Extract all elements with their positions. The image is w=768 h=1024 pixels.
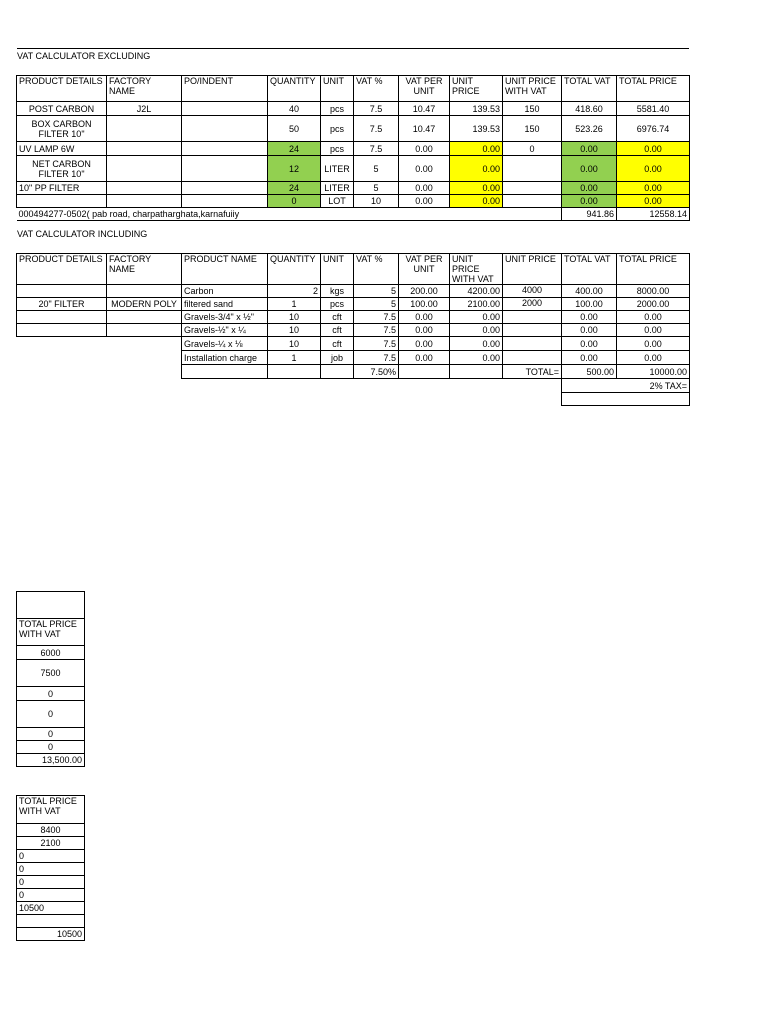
po-cell <box>182 142 268 156</box>
product-cell <box>17 285 107 298</box>
total-price-cell: 2000.00 <box>617 298 690 311</box>
table-row <box>17 324 690 337</box>
header-cell: TOTAL VAT <box>562 76 617 102</box>
table1-header-row <box>17 76 690 102</box>
vat-excluding-table <box>16 75 690 221</box>
total-vat-cell: 0.00 <box>562 337 617 351</box>
table2-header-row <box>17 254 690 285</box>
vat-cell: 7.5 <box>354 324 399 337</box>
table-row <box>17 889 85 902</box>
table1-title: VAT CALCULATOR EXCLUDING <box>17 51 151 61</box>
vat-per-unit-cell: 0.00 <box>399 195 450 208</box>
value-cell: 2100 <box>17 837 85 850</box>
value-cell: 0 <box>17 687 85 701</box>
value-cell: 8400 <box>17 824 85 837</box>
header-cell: UNIT PRICE <box>450 76 503 102</box>
empty-cell <box>450 365 503 379</box>
unit-price-cell: 139.53 <box>450 102 503 116</box>
qty-cell: 0 <box>268 195 321 208</box>
total-label: TOTAL= <box>503 365 562 379</box>
table-row <box>17 646 85 660</box>
table-row <box>17 687 85 701</box>
vat-cell: 7.5 <box>354 337 399 351</box>
vat-per-unit-cell: 10.47 <box>399 116 450 142</box>
factory-cell <box>107 285 182 298</box>
qty-cell: 1 <box>268 298 321 311</box>
factory-cell <box>107 116 182 142</box>
final-total-cell: 10500 <box>17 928 85 941</box>
total-vat-cell: 523.26 <box>562 116 617 142</box>
value-cell: 0 <box>17 876 85 889</box>
header-cell: PO/INDENT <box>182 76 268 102</box>
vat-cell: 5 <box>354 182 399 195</box>
table2-title: VAT CALCULATOR INCLUDING <box>17 229 148 239</box>
unit-price-cell: 4000 <box>503 285 562 298</box>
unit-cell: LOT <box>321 195 354 208</box>
unit-cell: cft <box>321 324 354 337</box>
vat-per-unit-cell: 0.00 <box>399 351 450 365</box>
vat-cell: 10 <box>354 195 399 208</box>
unit-cell: pcs <box>321 116 354 142</box>
total-price-cell: 0.00 <box>617 311 690 324</box>
factory-cell <box>107 195 182 208</box>
factory-cell <box>107 324 182 337</box>
table1-top-rule <box>17 48 689 49</box>
value-cell: 7500 <box>17 660 85 687</box>
total-vat-cell: 0.00 <box>562 311 617 324</box>
header-cell: TOTAL PRICE WITH VAT <box>17 796 85 824</box>
unit-price-vat-cell: 0.00 <box>450 337 503 351</box>
unit-cell: cft <box>321 337 354 351</box>
unit-cell: job <box>321 351 354 365</box>
header-cell: FACTORY NAME <box>107 76 182 102</box>
tax-row <box>17 379 690 393</box>
value-cell: 0 <box>17 850 85 863</box>
empty-cell <box>182 365 268 379</box>
product-cell: POST CARBON <box>17 102 107 116</box>
unit-price-cell: 0.00 <box>450 195 503 208</box>
table-row <box>17 182 690 195</box>
table-row <box>17 660 85 687</box>
total-price-cell: 8000.00 <box>617 285 690 298</box>
vat-per-unit-cell: 0.00 <box>399 337 450 351</box>
unit-price-vat-cell: 0.00 <box>450 311 503 324</box>
total-price-cell: 0.00 <box>617 182 690 195</box>
total-vat-cell: 100.00 <box>562 298 617 311</box>
vat-per-unit-cell: 200.00 <box>399 285 450 298</box>
unit-price-cell: 0.00 <box>450 142 503 156</box>
table-row <box>17 754 85 767</box>
total-vat-cell: 0.00 <box>562 156 617 182</box>
empty-cell <box>107 351 182 365</box>
factory-cell: J2L <box>107 102 182 116</box>
value-cell: 0 <box>17 863 85 876</box>
table-row <box>17 824 85 837</box>
product-cell <box>17 337 107 351</box>
product-name-cell: Carbon <box>182 285 268 298</box>
value-cell: 6000 <box>17 646 85 660</box>
unit-price-cell <box>503 311 562 324</box>
header-cell: VAT PER UNIT <box>399 76 450 102</box>
table-row <box>17 701 85 728</box>
product-cell: NET CARBON FILTER 10" <box>17 156 107 182</box>
table-row <box>17 902 85 915</box>
tax-value-row <box>17 393 690 406</box>
total-vat-cell: 0.00 <box>562 195 617 208</box>
unit-cell: cft <box>321 311 354 324</box>
unit-price-cell <box>503 337 562 351</box>
qty-cell: 50 <box>268 116 321 142</box>
table-row <box>17 298 690 311</box>
unit-price-vat-cell: 0 <box>503 142 562 156</box>
factory-cell <box>107 156 182 182</box>
total-vat-cell: 0.00 <box>562 142 617 156</box>
empty-cell <box>268 365 321 379</box>
product-name-cell: Gravels-½" x ¼ <box>182 324 268 337</box>
total-price-cell: 0.00 <box>617 337 690 351</box>
product-cell: 20" FILTER <box>17 298 107 311</box>
unit-price-vat-cell: 150 <box>503 102 562 116</box>
total-price-cell: 0.00 <box>617 195 690 208</box>
factory-cell <box>107 337 182 351</box>
total-with-vat-table-1 <box>16 591 85 767</box>
factory-cell <box>107 142 182 156</box>
table-row <box>17 837 85 850</box>
vat-per-unit-cell: 0.00 <box>399 182 450 195</box>
factory-cell <box>107 182 182 195</box>
unit-cell: LITER <box>321 182 354 195</box>
table-row <box>17 285 690 298</box>
vat-cell: 5 <box>354 285 399 298</box>
vat-cell: 7.5 <box>354 102 399 116</box>
vat-per-unit-cell: 0.00 <box>399 324 450 337</box>
value-cell: 0 <box>17 728 85 741</box>
vat-cell: 5 <box>354 156 399 182</box>
table-row <box>17 619 85 646</box>
value-cell: 0 <box>17 889 85 902</box>
empty-cell <box>17 393 562 406</box>
unit-price-cell: 2000 <box>503 298 562 311</box>
unit-cell: kgs <box>321 285 354 298</box>
header-cell: UNIT PRICE WITH VAT <box>503 76 562 102</box>
header-cell: TOTAL PRICE WITH VAT <box>17 619 85 646</box>
header-cell: UNIT PRICE WITH VAT <box>450 254 503 285</box>
value-cell: 0 <box>17 701 85 728</box>
table-row <box>17 116 690 142</box>
vat-cell: 7.5 <box>354 116 399 142</box>
header-cell: QUANTITY <box>268 254 321 285</box>
unit-price-vat-cell: 150 <box>503 116 562 142</box>
empty-cell <box>17 592 85 619</box>
unit-cell: pcs <box>321 298 354 311</box>
product-cell <box>17 195 107 208</box>
vat-per-unit-cell: 0.00 <box>399 311 450 324</box>
header-cell: PRODUCT DETAILS <box>17 76 107 102</box>
po-cell <box>182 116 268 142</box>
unit-price-vat-cell <box>503 182 562 195</box>
vat-cell: 7.5 <box>354 351 399 365</box>
vat-per-unit-cell: 100.00 <box>399 298 450 311</box>
total-vat-cell: 0.00 <box>562 182 617 195</box>
header-cell: VAT % <box>354 254 399 285</box>
table-row <box>17 876 85 889</box>
product-cell: 10" PP FILTER <box>17 182 107 195</box>
table2-total-row <box>17 365 690 379</box>
unit-price-cell: 0.00 <box>450 156 503 182</box>
unit-price-cell: 139.53 <box>450 116 503 142</box>
product-name-cell: Gravels-3/4" x ½" <box>182 311 268 324</box>
qty-cell: 10 <box>268 311 321 324</box>
po-cell <box>182 102 268 116</box>
table-row <box>17 741 85 754</box>
unit-price-vat-cell: 0.00 <box>450 324 503 337</box>
header-cell: UNIT <box>321 76 354 102</box>
table-row <box>17 728 85 741</box>
product-cell: BOX CARBON FILTER 10" <box>17 116 107 142</box>
table-row <box>17 796 85 824</box>
total-price-cell: 6976.74 <box>617 116 690 142</box>
empty-cell <box>17 351 107 365</box>
unit-price-cell <box>503 351 562 365</box>
total-vat-cell: 0.00 <box>562 351 617 365</box>
qty-cell: 10 <box>268 324 321 337</box>
vat-cell: 7.5 <box>354 142 399 156</box>
total-price-cell: 5581.40 <box>617 102 690 116</box>
table-row <box>17 142 690 156</box>
product-name-cell: filtered sand <box>182 298 268 311</box>
value-cell: 0 <box>17 741 85 754</box>
table-row <box>17 351 690 365</box>
empty-cell <box>17 379 562 393</box>
table-row <box>17 311 690 324</box>
table1-summary-row <box>17 208 690 221</box>
unit-price-vat-cell <box>503 195 562 208</box>
unit-price-vat-cell: 0.00 <box>450 351 503 365</box>
qty-cell: 2 <box>268 285 321 298</box>
qty-cell: 40 <box>268 102 321 116</box>
address-cell: 000494277-0502( pab road, charpatharghata,karnafuiiy <box>17 208 562 221</box>
table-row <box>17 592 85 619</box>
total-vat-cell: 0.00 <box>562 324 617 337</box>
sum-total-price: 12558.14 <box>617 208 690 221</box>
unit-cell: pcs <box>321 102 354 116</box>
po-cell <box>182 195 268 208</box>
empty-cell <box>17 915 85 928</box>
total-with-vat-table-2 <box>16 795 85 941</box>
header-cell: PRODUCT DETAILS <box>17 254 107 285</box>
total-cell: 10500 <box>17 902 85 915</box>
vat-total-cell: 7.50% <box>354 365 399 379</box>
header-cell: TOTAL PRICE <box>617 254 690 285</box>
tax-label: 2% TAX= <box>562 379 690 393</box>
sum-total-price: 10000.00 <box>617 365 690 379</box>
vat-per-unit-cell: 10.47 <box>399 102 450 116</box>
qty-cell: 24 <box>268 142 321 156</box>
product-cell <box>17 311 107 324</box>
total-price-cell: 0.00 <box>617 351 690 365</box>
header-cell: VAT % <box>354 76 399 102</box>
table-row <box>17 156 690 182</box>
vat-per-unit-cell: 0.00 <box>399 156 450 182</box>
vat-cell: 5 <box>354 298 399 311</box>
vat-per-unit-cell: 0.00 <box>399 142 450 156</box>
qty-cell: 24 <box>268 182 321 195</box>
table-row <box>17 337 690 351</box>
table-row <box>17 195 690 208</box>
total-cell: 13,500.00 <box>17 754 85 767</box>
unit-price-vat-cell: 4200.00 <box>450 285 503 298</box>
empty-cell <box>107 365 182 379</box>
header-cell: UNIT <box>321 254 354 285</box>
empty-cell <box>321 365 354 379</box>
header-cell: VAT PER UNIT <box>399 254 450 285</box>
table-row <box>17 928 85 941</box>
empty-cell <box>17 365 107 379</box>
total-vat-cell: 400.00 <box>562 285 617 298</box>
total-price-cell: 0.00 <box>617 142 690 156</box>
vat-cell: 7.5 <box>354 311 399 324</box>
product-name-cell: Gravels-¼ x ⅛ <box>182 337 268 351</box>
unit-price-vat-cell <box>503 156 562 182</box>
factory-cell <box>107 311 182 324</box>
unit-price-cell: 0.00 <box>450 182 503 195</box>
po-cell <box>182 182 268 195</box>
product-cell <box>17 324 107 337</box>
unit-cell: pcs <box>321 142 354 156</box>
unit-price-cell <box>503 324 562 337</box>
unit-cell: LITER <box>321 156 354 182</box>
header-cell: FACTORY NAME <box>107 254 182 285</box>
factory-cell: MODERN POLY <box>107 298 182 311</box>
header-cell: UNIT PRICE <box>503 254 562 285</box>
sum-total-vat: 500.00 <box>562 365 617 379</box>
qty-cell: 1 <box>268 351 321 365</box>
header-cell: PRODUCT NAME <box>182 254 268 285</box>
total-price-cell: 0.00 <box>617 324 690 337</box>
product-name-cell: Installation charge <box>182 351 268 365</box>
header-cell: TOTAL VAT <box>562 254 617 285</box>
qty-cell: 10 <box>268 337 321 351</box>
empty-cell <box>399 365 450 379</box>
total-price-cell: 0.00 <box>617 156 690 182</box>
table-row <box>17 850 85 863</box>
vat-including-table <box>16 253 690 406</box>
sum-total-vat: 941.86 <box>562 208 617 221</box>
qty-cell: 12 <box>268 156 321 182</box>
unit-price-vat-cell: 2100.00 <box>450 298 503 311</box>
table-row <box>17 915 85 928</box>
po-cell <box>182 156 268 182</box>
table-row <box>17 863 85 876</box>
table-row <box>17 102 690 116</box>
tax-value-cell <box>562 393 690 406</box>
total-vat-cell: 418.60 <box>562 102 617 116</box>
header-cell: QUANTITY <box>268 76 321 102</box>
header-cell: TOTAL PRICE <box>617 76 690 102</box>
product-cell: UV LAMP 6W <box>17 142 107 156</box>
